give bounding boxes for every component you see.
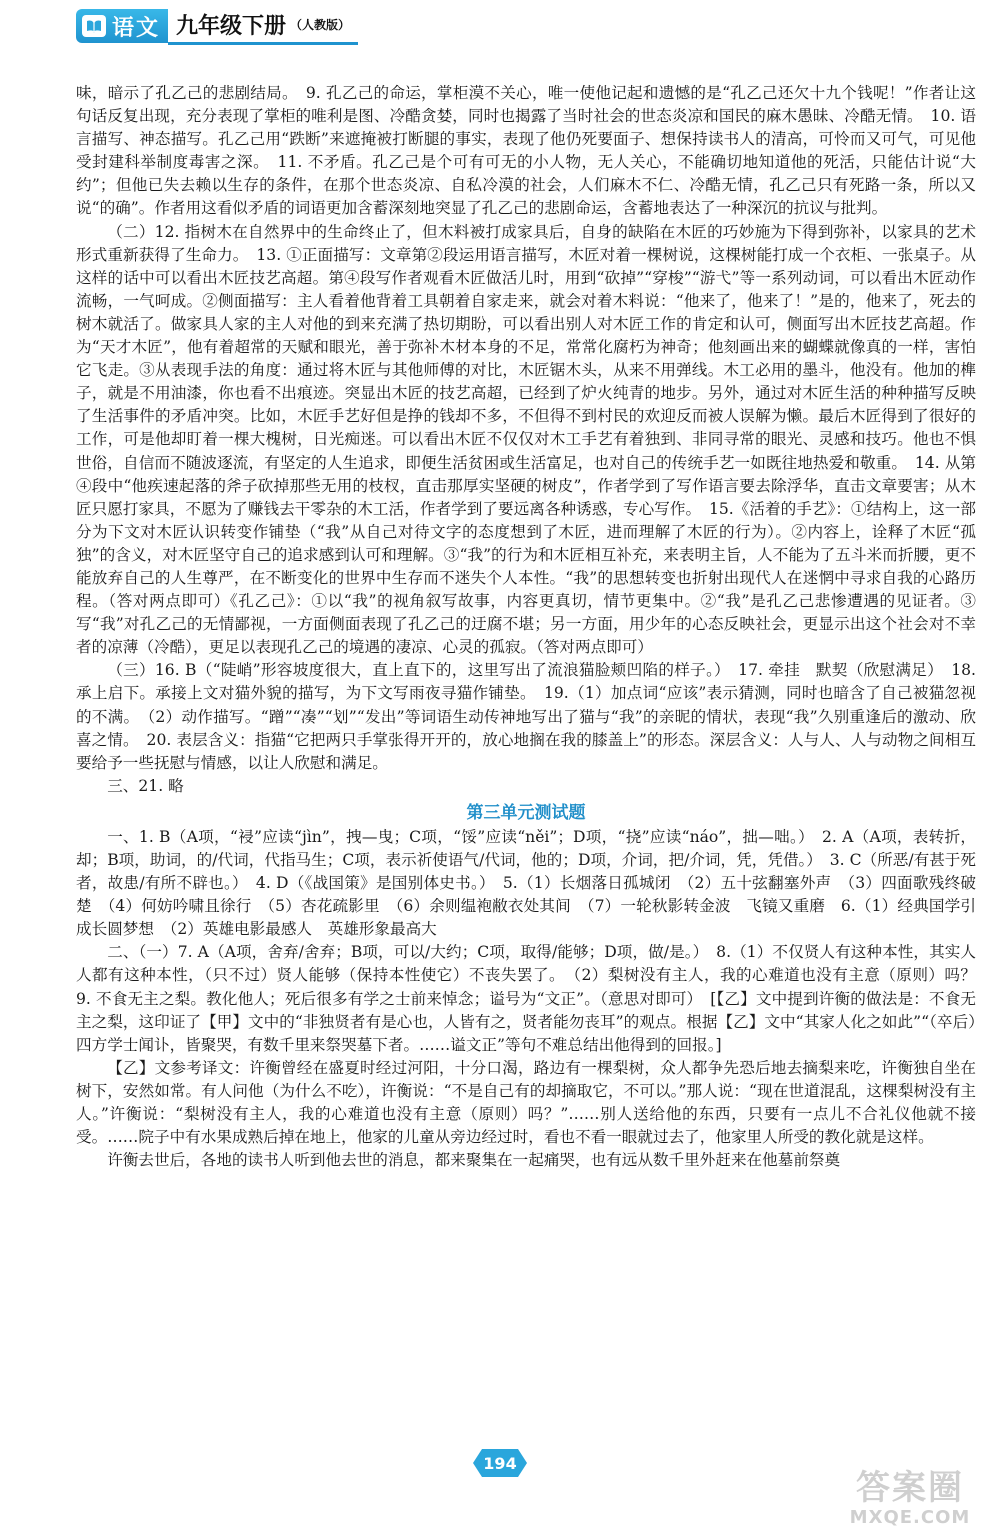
paragraph-translation: 【乙】文参考译文：许衡曾经在盛夏时经过河阳，十分口渴，路边有一棵梨树，众人都争先恐后地去摘梨来吃，许衡独自坐在树下，安然如常。有人问他（为什么不吃），许衡说：“不是自己有的却摘取它，不可以。”那人说：“现在世道混乱，这棵梨树没有主人。”许衡说：“梨树没有主人，我的心难道也没有主意（原则）吗？”……别人送给他的东西，只要有一点儿不合礼仪他就不接受。……院子中有水果成熟后掉在地上，他家的儿童从旁边经过时，看也不看一眼就过去了，他家里人所受的教化就是这样。 — [76, 1058, 976, 1147]
page-number-label: 194 — [483, 1453, 517, 1473]
book-leaf-icon — [82, 15, 106, 37]
answer-content — [76, 82, 992, 1172]
paragraph-section-two: （二）12. 指树木在自然界中的生命终止了，但木料被打成家具后，自身的缺陷在木匠的巧妙施为下得到弥补，以家具的艺术形式重新获得了生命力。 13. ①正面描写：文章第②段运用语言描写，木匠对着一棵树说，这棵树能打成一个衣柜、一张桌子。从这样的话中可以看出木匠技艺高超。第④段写作者观看木匠做活儿时，用到“砍掉”“穿梭”“游弋”等一系列动词，可以看出木匠动作流畅，一气呵成。②侧面描写：主人看着他背着工具朝着自家走来，就会对着木料说：“他来了，他来了！”是的，他来了，死去的树木就活了。做家具人家的主人对他的到来充满了热切期盼，可以看出别人对木匠工作的肯定和认可，侧面写出木匠技艺高超。作为“天才木匠”，他有着超常的天赋和眼光，善于弥补木材本身的不足，常常化腐朽为神奇；他刻画出来的蝴蝶就像真的一样，害怕它飞走。③从表现手法的角度：通过将木匠与其他师傅的对比，木匠锯木头，从来不用弹线。木工必用的墨斗，他没有。他加的榫子，就是不用油漆，你也看不出痕迹。突显出木匠的技艺高超，已经到了炉火纯青的地步。另外，通过对木匠生活的种种描写反映了生活事件的矛盾冲突。比如，木匠手艺好但是挣的钱却不多，不但得不到村民的欢迎反而被人误解为懒。最后木匠得到了很好的工作，可是他却盯着一棵大槐树，日光痴迷。可以看出木匠不仅仅对木工手艺有着独到、非同寻常的眼光、灵感和技巧。他也不惧世俗，自信而不随波逐流，有坚定的人生追求，即便生活贫困或生活富足，也对自己的传统手艺一如既往地热爱和敬重。 14. 从第④段中“他疾速起落的斧子砍掉那些无用的枝杈，直击那厚实坚硬的树皮”，作者学到了写作语言要去除浮华，直击文章要害；从木匠只愿打家具，不愿为了赚钱去干零杂的木工活，作者学到了要远离各种诱惑，专心写作。 15.《活着的手艺》：①结构上，这一部分为下文对木匠认识转变作铺垫（“我”从自己对待文字的态度想到了木匠，进而理解了木匠的行为）。②内容上，诠释了木匠“孤独”的含义，对木匠坚守自己的追求感到认可和理解。③“我”的行为和木匠相互补充，来表明主旨，人不能为了五斗米而折腰，更不能放弃自己的人生尊严，在不断变化的世界中生存而不迷失个人本性。“我”的思想转变也折射出现代人在迷惘中寻求自我的心路历程。（答对两点即可）《孔乙己》：①以“我”的视角叙写故事，内容更真切，情节更集中。②“我”是孔乙己悲惨遭遇的见证者。③写“我”对孔乙己的无情鄙视，一方面侧面表现了孔乙己的迂腐不堪；另一方面，用少年的心态反映社会，更显示出这个社会对不幸者的凉薄（冷酷），更足以表现孔乙己的境遇的凄凉、心灵的孤寂。（答对两点即可） — [76, 222, 976, 657]
paragraph-question-21: 三、21. 略 — [107, 776, 184, 795]
subject-badge — [76, 9, 168, 43]
watermark-bottom: MXQE.COM — [849, 1507, 971, 1528]
watermark-top: 答案圈 — [856, 1468, 964, 1508]
site-watermark — [826, 1468, 994, 1530]
page-header — [76, 8, 406, 44]
grade-title — [168, 8, 358, 45]
paragraph-section-three: （三）16. B（“陡峭”形容坡度很大，直上直下的，这里写出了流浪猫脸颊凹陷的样子。） 17. 牵挂 默契（欣慰满足） 18. 承上启下。承接上文对猫外貌的描写，为下文写雨夜寻猫作铺垫。 19.（1）加点词“应该”表示猜测，同时也暗含了自己被猫忽视的不满。 （2）动作描写。“蹭”“凑”“划”“发出”等词语生动传神地写出了猫与“我”的亲昵的情状，表现“我”久别重逢后的激动、欣喜之情。 20. 表层含义：指猫“它把两只手掌张得开开的，放心地搁在我的膝盖上”的形态。深层含义：人与人、人与动物之间相互要给予一些抚慰与情感，以让人欣慰和满足。 — [76, 661, 976, 772]
paragraph-part-two: 二、（一）7. A（A项，舍弃/舍弃；B项，可以/大约；C项，取得/能够；D项，做/是。） 8.（1）不仅贤人有这种本性，其实人人都有这种本性，（只不过）贤人能够（保持本性使它）不丧失罢了。 （2）梨树没有主人，我的心难道也没有主意（原则）吗？ 9. 不食无主之梨。教化他人；死后很多有学之士前来悼念；谥号为“文正”。（意思对即可） [【乙】文中提到许衡的做法是：不食无主之梨，这印证了【甲】文中的“非独贤者有是心也，人皆有之，贤者能勿丧耳”的观点。根据【乙】文中“其家人化之如此”“（卒后）四方学士闻讣，皆聚哭，有数千里来祭哭墓下者。……谥文正”等句不难总结出他得到的回报。] — [76, 943, 992, 1054]
paragraph-kongyiji-answers: 味，暗示了孔乙己的悲剧结局。 9. 孔乙己的命运，掌柜漠不关心，唯一使他记起和遗憾的是“孔乙己还欠十九个钱呢！”作者让这句话反复出现，充分表现了掌柜的唯利是图、冷酷贪婪，同时也揭露了当时社会的世态炎凉和国民的麻木愚昧、冷酷无情。 10. 语言描写、神态描写。孔乙己用“跌断”来遮掩被打断腿的事实，表现了他仍死要面子、想保持读书人的清高，可怜而又可气，可见他受封建科举制度毒害之深。 11. 不矛盾。孔乙己是个可有可无的小人物，无人关心，不能确切地知道他的死活，只能估计说“大约”；但他已失去赖以生存的条件，在那个世态炎凉、自私冷漠的社会，人们麻木不仁、冷酷无情，孔乙己只有死路一条，所以又说“的确”。作者用这看似矛盾的词语更加含蓄深刻地突显了孔乙己的悲剧命运，含蓄地表达了一种深沉的抗议与批判。 — [76, 84, 976, 218]
grade-label: 九年级下册 — [176, 13, 287, 39]
subject-label: 语文 — [112, 14, 161, 41]
paragraph-translation-cont: 许衡去世后，各地的读书人听到他去世的消息，都来聚集在一起痛哭，也有远从数千里外赶来在他墓前祭奠 — [107, 1151, 841, 1170]
unit-three-test-title: 第三单元测试题 — [466, 802, 586, 823]
paragraph-part-one: 一、1. B（A项，“祲”应读“jìn”，拽—曳；C项，“馁”应读“něi”；D项，“挠”应读“náo”，拙—咄。） 2. A（A项，表转折，却；B项，助词，的/代词，代指马生；C项，表示祈使语气/代词，他的；D项，介词，把/介词，凭，凭借。） 3. C（所恶/有甚于死者，故患/有所不辟也。） 4. D（《战国策》是国别体史书。） 5.（1）长烟落日孤城闭 （2）五十弦翻塞外声 （3）四面歌残终破楚 （4）何妨吟啸且徐行 （5）杏花疏影里 （6）余则缊袍敝衣处其间 （7）一轮秋影转金波 飞镜又重磨 6.（1）经典国学引成长圆梦想 （2）英雄电影最感人 英雄形象最高大 — [76, 827, 976, 939]
page-number — [472, 1448, 528, 1478]
edition-label: （人教版） — [290, 18, 351, 32]
